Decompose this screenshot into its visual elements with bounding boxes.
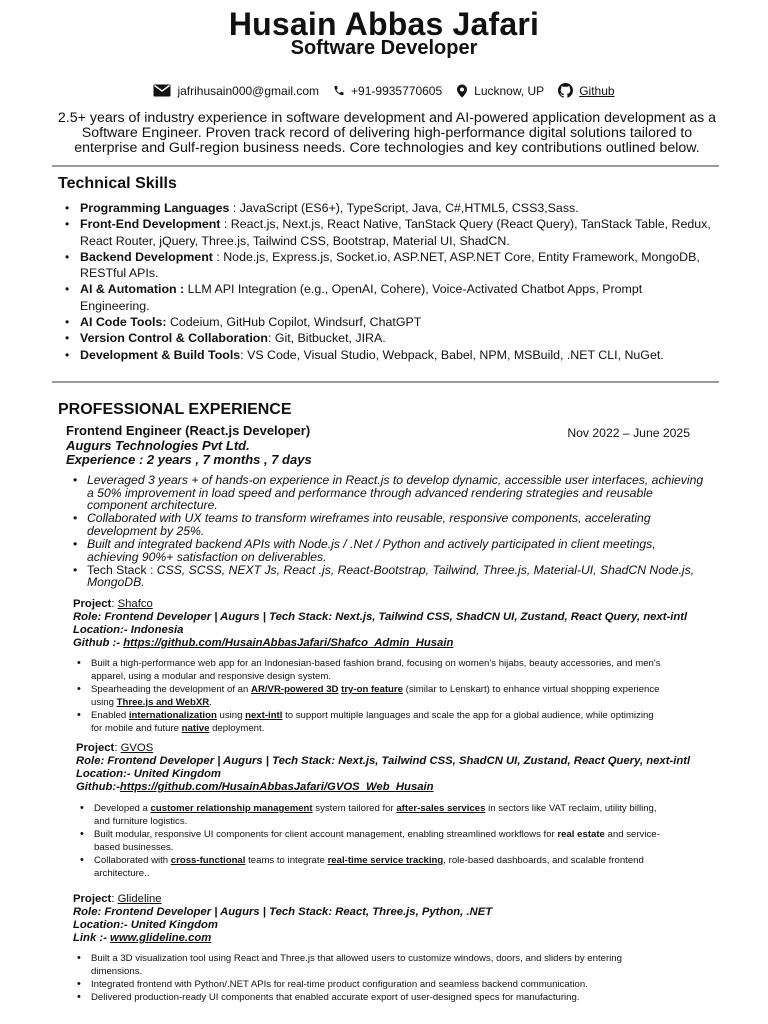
project-name: Glideline (117, 893, 162, 905)
project-bullets (74, 952, 649, 1004)
summary: 2.5+ years of industry experience in software development and AI-powered application development as a Software Engineer. Proven track record of delivering high-performance digital solutions tailored to enterprise and Gulf-region business needs. Core technologies and key contributions outlined below. (57, 110, 717, 156)
skill-item: • Programming Languages : JavaScript (ES6+), TypeScript, Java, C#,HTML5, CSS3,Sass. (62, 200, 712, 216)
project-name: GVOS (120, 742, 154, 754)
project-role: Role: Frontend Developer | Augurs | Tech Stack: Next.js, Tailwind CSS, ShadCN UI, Zustand, React Query, next-intl (76, 755, 691, 767)
list-item: • Leveraged 3 years + of hands-on experience in React.js to develop dynamic, accessible user interfaces, achieving a 50% improvement in load speed and performance through advanced rendering strategies and reusable component architecture. (70, 474, 710, 512)
contact-phone[interactable] (333, 84, 442, 98)
divider (52, 165, 719, 167)
phone-icon (333, 84, 345, 97)
list-item: • Tech Stack : CSS, SCSS, NEXT Js, React .js, React-Bootstrap, Tailwind, Three.js, Material-UI, ShadCN Node.js, MongoDB. (70, 564, 710, 589)
job-duration: Experience : 2 years , 7 months , 7 days (66, 452, 312, 467)
job-company: Augurs Technologies Pvt Ltd. (66, 437, 250, 453)
list-item: • Built a 3D visualization tool using React and Three.js that allowed users to customize windows, doors, and sliders by entering dimensions. (74, 952, 649, 978)
contact-email[interactable] (153, 84, 319, 98)
skill-item: • Version Control & Collaboration: Git, Bitbucket, JIRA. (62, 330, 712, 346)
list-item: • Built a high-performance web app for an Indonesian-based fashion brand, focusing on women's hijabs, beauty accessories, and men's apparel, using a modular and responsive design system. (74, 657, 664, 683)
experience-bullets (70, 474, 710, 589)
skill-item: • Backend Development : Node.js, Express.js, Socket.io, ASP.NET, ASP.NET Core, Entity Framework, MongoDB, RESTful APIs. (62, 249, 712, 282)
list-item: • Integrated frontend with Python/.NET APIs for real-time product configuration and seamless backend communication. (74, 978, 649, 991)
skill-item: • Development & Build Tools: VS Code, Visual Studio, Webpack, Babel, NPM, MSBuild, .NET CLI, NuGet. (62, 347, 712, 363)
contact-location (456, 84, 544, 98)
location-text: Lucknow, UP (474, 83, 545, 98)
list-item: • Enabled internationalization using next-intl to support multiple languages and scale the app for a global audience, while optimizing for mobile and future native deployment. (74, 709, 664, 735)
list-item: • Built and integrated backend APIs with Node.js / .Net / Python and actively participated in client meetings, achieving 90%+ satisfaction on deliverables. (70, 538, 710, 563)
mail-icon (153, 84, 171, 97)
phone-text: +91-9935770605 (351, 83, 443, 98)
list-item: • Developed a customer relationship management system tailored for after-sales services in sectors like VAT reclaim, utility billing, and furniture logistics. (77, 802, 662, 828)
project-location: Location:- Indonesia (73, 624, 184, 636)
project-name: Shafco (117, 598, 153, 610)
skill-item: • AI & Automation : LLM API Integration (e.g., OpenAI, Cohere), Voice-Activated Chatbot Apps, Prompt Engineering. (62, 281, 712, 314)
divider (52, 381, 719, 383)
list-item: • Delivered production-ready UI components that enabled accurate export of user-designed specs for manufacturing. (74, 991, 649, 1004)
email-text: jafrihusain000@gmail.com (177, 83, 320, 98)
project-github-link[interactable]: https://github.com/HusainAbbasJafari/GVOS_Web_Husain (119, 781, 434, 793)
job-role: Frontend Engineer (React.js Developer) (66, 423, 311, 438)
project-location: Location:- United Kingdom (73, 919, 218, 931)
project-bullets (74, 657, 664, 735)
contact-row (0, 83, 768, 98)
project-location: Location:- United Kingdom (76, 768, 221, 780)
contact-github[interactable] (558, 83, 614, 98)
job-title: Software Developer (290, 37, 478, 59)
job-dates: Nov 2022 – June 2025 (567, 426, 690, 440)
project-shafco: Project: Shafco Role: Frontend Developer | Augurs | Tech Stack: Next.js, Tailwind CSS, ShadCN UI, Zustand, React Query, next-intl Location:- Indonesia Github :- https://github.com/HusainAbbasJafari/Shafco_Admin_Husain (73, 598, 713, 650)
project-role: Role: Frontend Developer | Augurs | Tech Stack: Next.js, Tailwind CSS, ShadCN UI, Zustand, React Query, next-intl (73, 611, 688, 623)
skill-item: • Front-End Development : React.js, Next.js, React Native, TanStack Query (React Query), TanStack Table, Redux, React Router, jQuery, Three.js, Tailwind CSS, Bootstrap, Material UI, ShadCN. (62, 216, 712, 249)
github-icon (558, 83, 573, 98)
project-github-link[interactable]: https://github.com/HusainAbbasJafari/Shafco_Admin_Husain (123, 637, 454, 649)
location-pin-icon (456, 84, 468, 98)
skill-item: • AI Code Tools: Codeium, GitHub Copilot, Windsurf, ChatGPT (62, 314, 712, 330)
skills-heading: Technical Skills (58, 175, 177, 192)
job-header (66, 424, 690, 468)
experience-heading: PROFESSIONAL EXPERIENCE (58, 401, 292, 418)
project-website-link[interactable]: www.glideline.com (110, 932, 212, 944)
skills-list (62, 200, 712, 363)
candidate-name: Husain Abbas Jafari (228, 6, 540, 42)
github-link[interactable]: Github (579, 83, 615, 98)
project-bullets (77, 802, 662, 880)
list-item: • Collaborated with cross-functional teams to integrate real-time service tracking, role-based dashboards, and scalable frontend architecture.. (77, 854, 662, 880)
list-item: • Collaborated with UX teams to transform wireframes into reusable, responsive components, accelerating development by 25%. (70, 512, 710, 537)
project-glideline: Project: Glideline Role: Frontend Developer | Augurs | Tech Stack: React, Three.js, Python, .NET Location:- United Kingdom Link :- www.glideline.com (73, 893, 713, 945)
project-role: Role: Frontend Developer | Augurs | Tech Stack: React, Three.js, Python, .NET (73, 906, 493, 918)
list-item: • Spearheading the development of an AR/VR-powered 3D try-on feature (similar to Lenskart) to enhance virtual shopping experience using Three.js and WebXR. (74, 683, 664, 709)
project-gvos: Project: GVOS Role: Frontend Developer | Augurs | Tech Stack: Next.js, Tailwind CSS, ShadCN UI, Zustand, React Query, next-intl Location:- United Kingdom Github:-https://github.com/HusainAbbasJafari/GVOS_Web_Husain (76, 742, 716, 794)
list-item: • Built modular, responsive UI components for client account management, enabling streamlined workflows for real estate and service-based businesses. (77, 828, 662, 854)
